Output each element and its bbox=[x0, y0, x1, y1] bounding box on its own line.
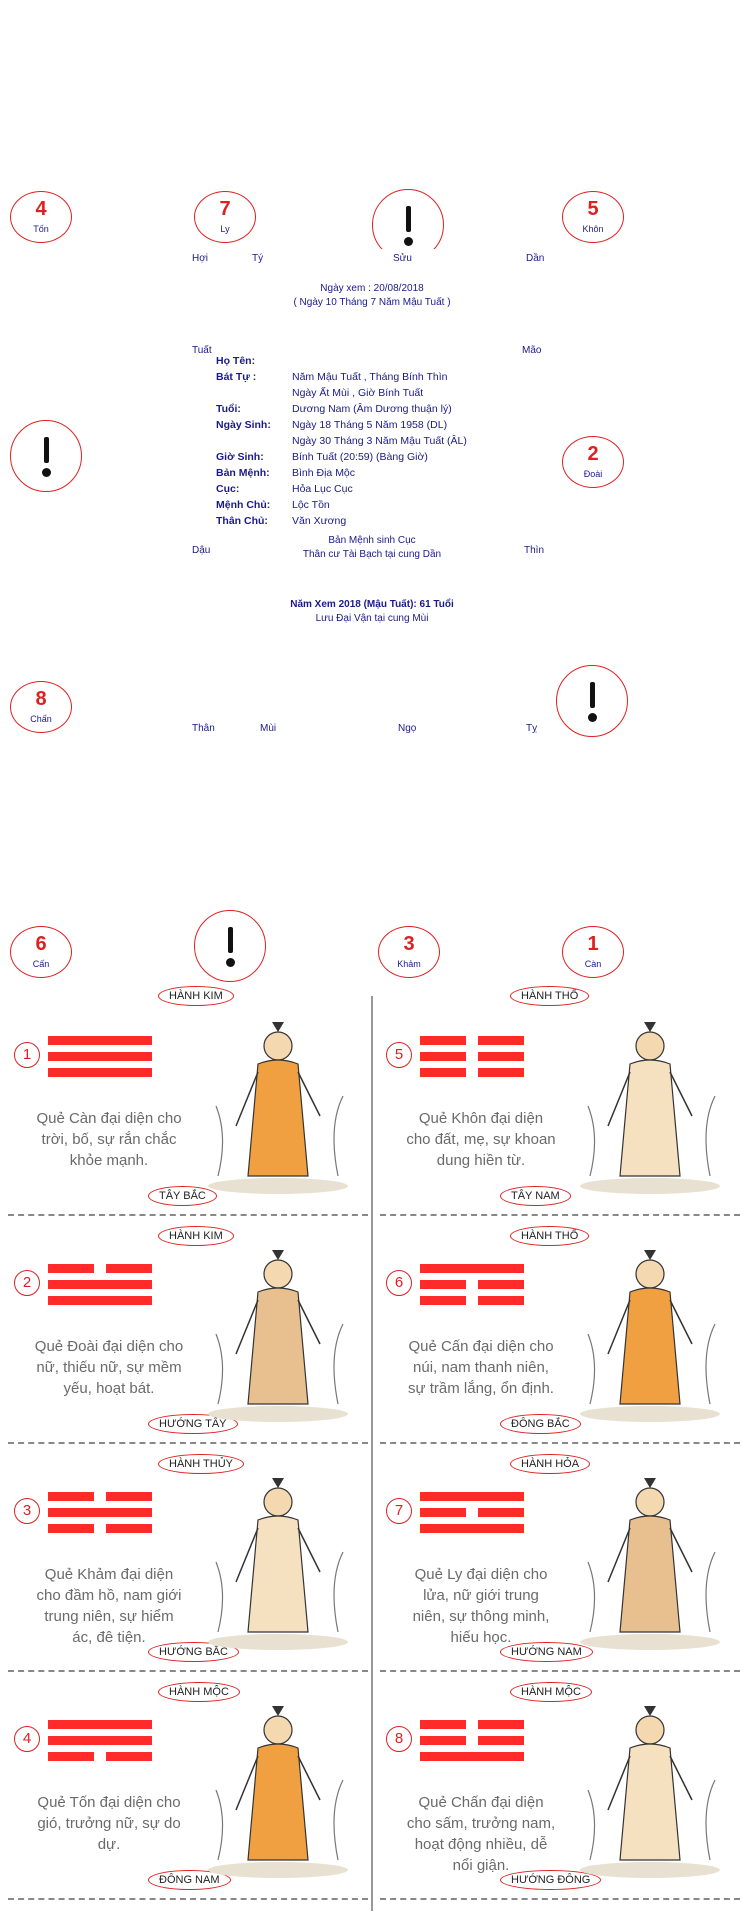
yin-line bbox=[48, 1524, 152, 1533]
trigram-panel-7 bbox=[380, 1452, 740, 1672]
trigram-circle bbox=[10, 926, 72, 978]
trigram-panel-5 bbox=[380, 990, 740, 1216]
yin-line bbox=[420, 1736, 524, 1745]
yang-line bbox=[48, 1280, 152, 1289]
exclamation-dot bbox=[588, 713, 597, 722]
info-value: Dương Nam (Âm Dương thuận lý) bbox=[292, 403, 452, 415]
figure-illustration bbox=[198, 1472, 358, 1652]
info-value: Bình Địa Mộc bbox=[292, 467, 356, 479]
earthly-branch-mao: Mão bbox=[522, 345, 542, 356]
chart-center bbox=[188, 249, 556, 739]
earthly-branch-thin: Thìn bbox=[524, 545, 545, 556]
panel-number: 2 bbox=[14, 1270, 40, 1296]
yin-line bbox=[48, 1264, 152, 1273]
exclamation-bar bbox=[406, 206, 411, 232]
direction-label: TÂY BẮC bbox=[148, 1186, 217, 1206]
trigram-lines bbox=[420, 1720, 524, 1761]
info-label: Cục: bbox=[216, 483, 240, 495]
trigram-description: Quẻ Càn đại diện cho trời, bố, sự rắn chắc khỏe mạnh. bbox=[36, 1110, 182, 1169]
yang-line bbox=[48, 1052, 152, 1061]
trigram-description: Quẻ Cấn đại diện cho núi, nam thanh niên, sự trầm lắng, ổn định. bbox=[408, 1338, 554, 1397]
info-label: Thân Chủ: bbox=[216, 515, 268, 527]
element-label: HÀNH THỦY bbox=[158, 1454, 244, 1474]
panel-number: 8 bbox=[386, 1726, 412, 1752]
trigram-circle bbox=[194, 191, 256, 243]
yang-line bbox=[48, 1720, 152, 1729]
trigram-name: Càn bbox=[584, 959, 602, 969]
info-row bbox=[216, 467, 355, 479]
element-label: HÀNH THỔ bbox=[510, 986, 589, 1006]
yang-line bbox=[48, 1736, 152, 1745]
figure-illustration bbox=[198, 1700, 358, 1880]
trigram-panel-6 bbox=[380, 1224, 740, 1444]
info-row bbox=[216, 387, 423, 399]
trigram-panel-3 bbox=[8, 1452, 368, 1672]
figure-illustration bbox=[570, 1700, 730, 1880]
yang-line bbox=[420, 1752, 524, 1761]
summary-line3: Năm Xem 2018 (Mậu Tuất): 61 Tuổi bbox=[290, 599, 454, 610]
figure-illustration bbox=[570, 1244, 730, 1424]
trigram-lines bbox=[420, 1492, 524, 1533]
element-label: HÀNH THỔ bbox=[510, 1226, 589, 1246]
trigram-lines bbox=[48, 1036, 152, 1077]
trigram-lines bbox=[48, 1720, 152, 1761]
trigram-circle bbox=[10, 681, 72, 733]
trigram-panel-2 bbox=[8, 1224, 368, 1444]
info-value: Hỏa Lục Cục bbox=[292, 483, 353, 495]
trigram-description: Quẻ Khôn đại diện cho đất, mẹ, sự khoan dung hiền từ. bbox=[406, 1110, 556, 1169]
trigram-panel-1 bbox=[8, 990, 368, 1216]
yin-line bbox=[420, 1036, 524, 1045]
earthly-branch-hoi: Hợi bbox=[192, 253, 209, 264]
trigram-circle bbox=[378, 926, 440, 978]
element-label: HÀNH HỎA bbox=[510, 1454, 590, 1474]
element-label: HÀNH KIM bbox=[158, 986, 234, 1006]
info-label bbox=[216, 387, 292, 399]
exclamation-bar bbox=[590, 682, 595, 708]
earthly-branch-suu: Sửu bbox=[393, 253, 412, 264]
trigram-number: 3 bbox=[403, 933, 415, 955]
trigram-lines bbox=[48, 1264, 152, 1305]
info-value: Ngày Ất Mùi , Giờ Bính Tuất bbox=[292, 387, 424, 399]
trigram-illustrations bbox=[0, 990, 744, 1916]
trigram-name: Ly bbox=[220, 224, 230, 234]
info-row bbox=[216, 435, 467, 447]
trigram-name: Cấn bbox=[32, 959, 50, 969]
trigram-number: 8 bbox=[35, 688, 47, 710]
direction-label: HƯỚNG NAM bbox=[500, 1642, 593, 1662]
info-value: Lộc Tồn bbox=[292, 499, 330, 511]
yin-line bbox=[420, 1508, 524, 1517]
panel-number: 4 bbox=[14, 1726, 40, 1752]
info-row bbox=[216, 419, 447, 431]
trigram-lines bbox=[420, 1036, 524, 1077]
mark-circle bbox=[10, 420, 82, 492]
info-value: Bính Tuất (20:59) (Bàng Giờ) bbox=[292, 451, 428, 463]
figure-illustration bbox=[570, 1472, 730, 1652]
yang-line bbox=[48, 1068, 152, 1077]
column-divider bbox=[371, 996, 373, 1911]
figure-illustration bbox=[198, 1244, 358, 1424]
direction-label: ĐÔNG NAM bbox=[148, 1870, 231, 1890]
info-row bbox=[216, 451, 428, 463]
trigram-name: Khôn bbox=[582, 224, 604, 234]
summary-line4: Lưu Đại Vận tại cung Mùi bbox=[315, 613, 429, 624]
info-label: Họ Tên: bbox=[216, 355, 256, 367]
info-row bbox=[216, 499, 330, 511]
element-label: HÀNH MỘC bbox=[158, 1682, 240, 1702]
trigram-panel-4 bbox=[8, 1680, 368, 1900]
info-label: Tuổi: bbox=[216, 403, 241, 415]
direction-label: HƯỚNG TÂY bbox=[148, 1414, 238, 1434]
info-value: Văn Xương bbox=[292, 515, 347, 527]
yin-line bbox=[420, 1296, 524, 1305]
info-label: Giờ Sinh: bbox=[216, 451, 264, 463]
earthly-branch-ngo: Ngọ bbox=[398, 723, 417, 734]
mark-circle bbox=[556, 665, 628, 737]
direction-label: HƯỚNG ĐÔNG bbox=[500, 1870, 601, 1890]
mark-circle bbox=[194, 910, 266, 982]
trigram-number: 4 bbox=[35, 198, 47, 220]
yang-line bbox=[48, 1036, 152, 1045]
trigram-circle bbox=[562, 926, 624, 978]
earthly-branch-tuat: Tuất bbox=[192, 345, 212, 356]
direction-label: HƯỚNG BẮC bbox=[148, 1642, 239, 1662]
yin-line bbox=[420, 1052, 524, 1061]
info-label: Bản Mệnh: bbox=[216, 467, 270, 479]
info-row bbox=[216, 355, 292, 367]
trigram-circle bbox=[10, 191, 72, 243]
element-label: HÀNH KIM bbox=[158, 1226, 234, 1246]
trigram-number: 1 bbox=[587, 933, 599, 955]
panel-number: 7 bbox=[386, 1498, 412, 1524]
trigram-number: 7 bbox=[219, 198, 231, 220]
info-value: Năm Mậu Tuất , Tháng Bính Thìn bbox=[292, 371, 448, 383]
trigram-name: Khảm bbox=[397, 959, 421, 969]
lunar-date: ( Ngày 10 Tháng 7 Năm Mậu Tuất ) bbox=[293, 297, 451, 308]
trigram-name: Đoài bbox=[583, 469, 603, 479]
horoscope-chart bbox=[4, 4, 740, 984]
yang-line bbox=[48, 1296, 152, 1305]
direction-label: TÂY NAM bbox=[500, 1186, 571, 1206]
exclamation-dot bbox=[404, 237, 413, 246]
trigram-name: Tốn bbox=[33, 224, 49, 234]
element-label: HÀNH MỘC bbox=[510, 1682, 592, 1702]
view-date: Ngày xem : 20/08/2018 bbox=[320, 283, 424, 294]
earthly-branch-dan: Dần bbox=[526, 253, 545, 264]
earthly-branch-ty: Tý bbox=[252, 253, 264, 264]
trigram-circle bbox=[562, 436, 624, 488]
info-row bbox=[216, 403, 452, 415]
panel-number: 3 bbox=[14, 1498, 40, 1524]
trigram-description: Quẻ Chấn đại diện cho sấm, trưởng nam, hoạt động nhiều, dễ nổi giận. bbox=[406, 1794, 556, 1874]
yin-line bbox=[420, 1068, 524, 1077]
trigram-panel-8 bbox=[380, 1680, 740, 1900]
yin-line bbox=[420, 1280, 524, 1289]
yang-line bbox=[420, 1524, 524, 1533]
yin-line bbox=[48, 1492, 152, 1501]
exclamation-bar bbox=[44, 437, 49, 463]
yin-line bbox=[420, 1720, 524, 1729]
trigram-number: 6 bbox=[35, 933, 47, 955]
trigram-circle bbox=[562, 191, 624, 243]
info-label: Ngày Sinh: bbox=[216, 419, 271, 431]
yang-line bbox=[48, 1508, 152, 1517]
trigram-name: Chấn bbox=[30, 714, 52, 724]
info-row bbox=[216, 515, 346, 527]
info-label: Mệnh Chủ: bbox=[216, 499, 271, 511]
panel-number: 5 bbox=[386, 1042, 412, 1068]
trigram-description: Quẻ Đoài đại diện cho nữ, thiếu nữ, sự mềm yếu, hoạt bát. bbox=[34, 1338, 184, 1397]
info-row bbox=[216, 371, 447, 383]
direction-label: ĐÔNG BẮC bbox=[500, 1414, 581, 1434]
exclamation-dot bbox=[226, 958, 235, 967]
trigram-description: Quẻ Ly đại diện cho lửa, nữ giới trung niên, sự thông minh, hiếu học. bbox=[412, 1566, 550, 1646]
info-value: Ngày 18 Tháng 5 Năm 1958 (DL) bbox=[292, 419, 448, 431]
figure-illustration bbox=[198, 1016, 358, 1196]
yin-line bbox=[48, 1752, 152, 1761]
panel-number: 1 bbox=[14, 1042, 40, 1068]
figure-illustration bbox=[570, 1016, 730, 1196]
trigram-number: 2 bbox=[587, 443, 599, 465]
exclamation-bar bbox=[228, 927, 233, 953]
earthly-branch-ty2: Tỵ bbox=[526, 723, 538, 734]
earthly-branch-dau: Dậu bbox=[192, 545, 211, 556]
panel-number: 6 bbox=[386, 1270, 412, 1296]
earthly-branch-than: Thân bbox=[192, 723, 215, 734]
info-row bbox=[216, 483, 353, 495]
info-label bbox=[216, 435, 292, 447]
yang-line bbox=[420, 1492, 524, 1501]
yang-line bbox=[420, 1264, 524, 1273]
exclamation-dot bbox=[42, 468, 51, 477]
summary-line2: Thân cư Tài Bạch tại cung Dần bbox=[302, 549, 442, 560]
trigram-lines bbox=[420, 1264, 524, 1305]
info-value: Ngày 30 Tháng 3 Năm Mậu Tuất (ÂL) bbox=[292, 435, 467, 447]
summary-line1: Bản Mệnh sinh Cục bbox=[328, 535, 416, 546]
trigram-description: Quẻ Khảm đại diện cho đầm hồ, nam giới trung niên, sự hiểm ác, đê tiện. bbox=[36, 1566, 182, 1646]
trigram-lines bbox=[48, 1492, 152, 1533]
trigram-description: Quẻ Tốn đại diện cho gió, trưởng nữ, sự do dự. bbox=[37, 1794, 181, 1853]
info-label: Bát Tự : bbox=[216, 371, 257, 383]
trigram-number: 5 bbox=[587, 198, 599, 220]
earthly-branch-mui: Mùi bbox=[260, 723, 277, 734]
